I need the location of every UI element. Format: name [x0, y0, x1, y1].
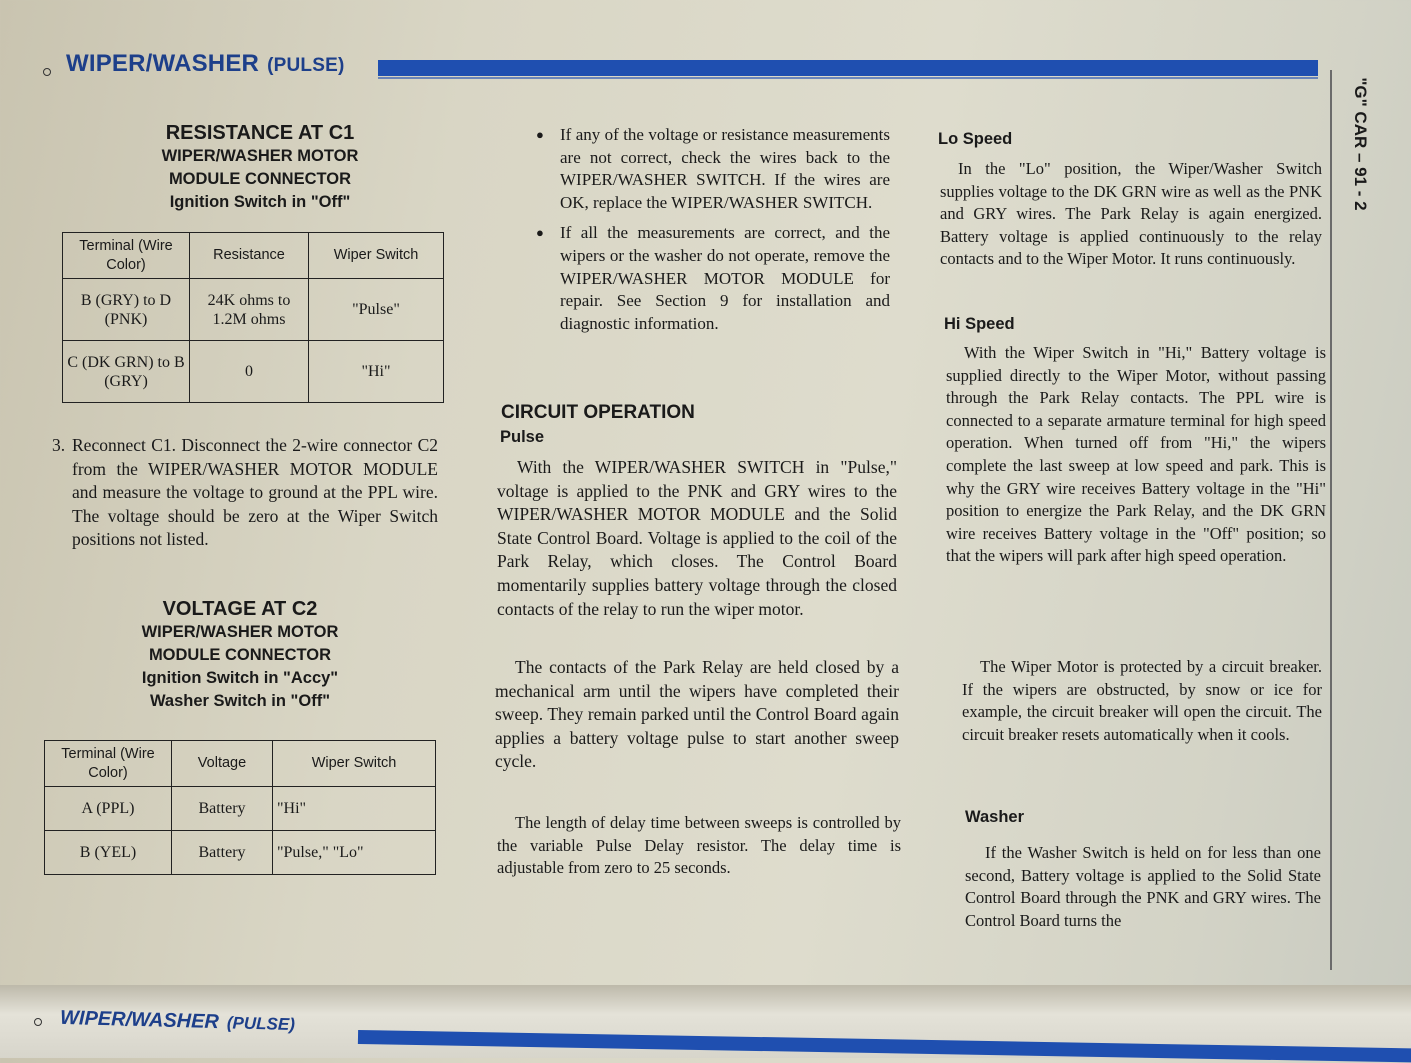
table2-line1: WIPER/WASHER MOTOR: [141, 623, 339, 641]
step-3: [52, 434, 438, 552]
table-row: [63, 341, 444, 403]
header-rule: [378, 60, 1318, 76]
table1-title: RESISTANCE AT C1: [165, 122, 355, 144]
table1-cell-terminal: B (GRY) to D (PNK): [63, 279, 190, 341]
washer-heading: Washer: [965, 808, 1024, 826]
table2-heading: [90, 598, 390, 713]
table1-header-switch: Wiper Switch: [309, 233, 444, 279]
table1-cell-switch: "Pulse": [309, 279, 444, 341]
header-subtitle: (PULSE): [267, 55, 345, 76]
table1-line1: WIPER/WASHER MOTOR: [161, 147, 359, 165]
table-row: [45, 831, 436, 875]
header-bullet-icon: [43, 68, 51, 76]
table2-header-terminal: Terminal (Wire Color): [45, 741, 172, 787]
list-item: ● If any of the voltage or resistance measurements are not correct, check the wires back to the WIPER/WASHER SWITCH. If the wires are OK, replace the WIPER/WASHER SWITCH.: [500, 124, 890, 214]
list-item: ● If all the measurements are correct, and the wipers or the washer do not operate, remove the WIPER/WASHER MOTOR MODULE for repair. See Section 9 for installation and diagnostic information.: [500, 222, 890, 335]
side-page-label: [1335, 64, 1375, 234]
table-row: [63, 279, 444, 341]
table1-line2: MODULE CONNECTOR: [168, 170, 352, 188]
washer-paragraph: If the Washer Switch is held on for less than one second, Battery voltage is applied to the Solid State Control Board through the PNK and GRY wires. The Control Board turns the: [965, 843, 1321, 930]
side-page-label-text: "G" CAR – 91 - 2: [1351, 77, 1370, 211]
voltage-table: [44, 740, 436, 875]
page-header-title: [66, 50, 344, 78]
table-row: [45, 787, 436, 831]
table2-cell-switch: "Pulse," "Lo": [273, 831, 436, 875]
table1-cell-switch: "Hi": [309, 341, 444, 403]
table2-line2: MODULE CONNECTOR: [148, 646, 332, 664]
table2-cell-switch: "Hi": [273, 787, 436, 831]
table1-cell-terminal: C (DK GRN) to B (GRY): [63, 341, 190, 403]
hi-speed-paragraph: With the Wiper Switch in "Hi," Battery voltage is supplied directly to the Wiper Motor, without passing through the Park Relay contacts. The PPL wire is connected to a separate armature terminal for high speed operation. When turned off from "Hi," the wipers complete the last sweep at low speed and park. This is why the GRY wire receives Battery voltage in the "Hi" position to energize the Park Relay, and the DK GRN wire receives Battery voltage in the "Off" position; so that the wipers will park after high speed operation.: [946, 343, 1326, 566]
bullet-list: [500, 124, 890, 343]
hi-speed-heading: Hi Speed: [944, 315, 1015, 333]
table1-cell-value: 0: [190, 341, 309, 403]
table2-header-voltage: Voltage: [172, 741, 273, 787]
table2-cell-value: Battery: [172, 831, 273, 875]
resistance-table: [62, 232, 444, 403]
footer-title-text: WIPER/WASHER: [59, 1006, 220, 1034]
pulse-paragraph-1: With the WIPER/WASHER SWITCH in "Pulse," voltage is applied to the PNK and GRY wires to the WIPER/WASHER MOTOR MODULE and the Solid State Control Board. Voltage is applied to the coil of the Park Relay, which closes. The Control Board momentarily supplies battery voltage through the closed contacts of the relay to run the wiper motor.: [497, 457, 897, 619]
pulse-paragraph-2: The contacts of the Park Relay are held closed by a mechanical arm until the wipers have completed their sweep. They remain parked until the Control Board again applies a battery voltage pulse to start another sweep cycle.: [495, 657, 899, 772]
table2-cell-value: Battery: [172, 787, 273, 831]
step-number: 3.: [52, 435, 66, 455]
footer-bullet-icon: [34, 1018, 42, 1026]
table2-cell-terminal: A (PPL): [45, 787, 172, 831]
table1-header-terminal: Terminal (Wire Color): [63, 233, 190, 279]
pulse-paragraph-3: The length of delay time between sweeps is controlled by the variable Pulse Delay resistor. The delay time is adjustable from zero to 25 seconds.: [497, 813, 901, 878]
step-text: Reconnect C1. Disconnect the 2-wire connector C2 from the WIPER/WASHER MOTOR MODULE and measure the voltage to ground at the PPL wire. The voltage should be zero at the Wiper Switch positions not listed.: [72, 435, 438, 550]
header-rule-thin: [378, 77, 1318, 79]
table2-line4: Washer Switch in "Off": [149, 692, 331, 710]
table2-header-switch: Wiper Switch: [273, 741, 436, 787]
lo-speed-heading: Lo Speed: [938, 130, 1013, 148]
header-title-text: WIPER/WASHER: [66, 50, 260, 77]
side-divider: [1330, 70, 1332, 970]
table1-cell-value: 24K ohms to 1.2M ohms: [190, 279, 309, 341]
table1-heading: [110, 122, 410, 214]
pulse-heading: Pulse: [500, 428, 545, 446]
table1-line3: Ignition Switch in "Off": [169, 193, 351, 211]
footer-subtitle: (PULSE): [226, 1013, 296, 1035]
circuit-breaker-paragraph: The Wiper Motor is protected by a circuit breaker. If the wipers are obstructed, by snow or ice for example, the circuit breaker will open the circuit. The circuit breaker resets automatically when it cools.: [962, 657, 1322, 744]
table2-title: VOLTAGE AT C2: [162, 598, 318, 620]
table2-cell-terminal: B (YEL): [45, 831, 172, 875]
table1-header-resistance: Resistance: [190, 233, 309, 279]
table2-line3: Ignition Switch in "Accy": [141, 669, 339, 687]
lo-speed-paragraph: In the "Lo" position, the Wiper/Washer Switch supplies voltage to the DK GRN wire as well as the PNK and GRY wires. The Park Relay is again energized. Battery voltage is applied continuously to the relay contacts and to the Wiper Motor. It runs continuously.: [940, 159, 1322, 269]
circuit-operation-heading: CIRCUIT OPERATION: [501, 402, 695, 423]
